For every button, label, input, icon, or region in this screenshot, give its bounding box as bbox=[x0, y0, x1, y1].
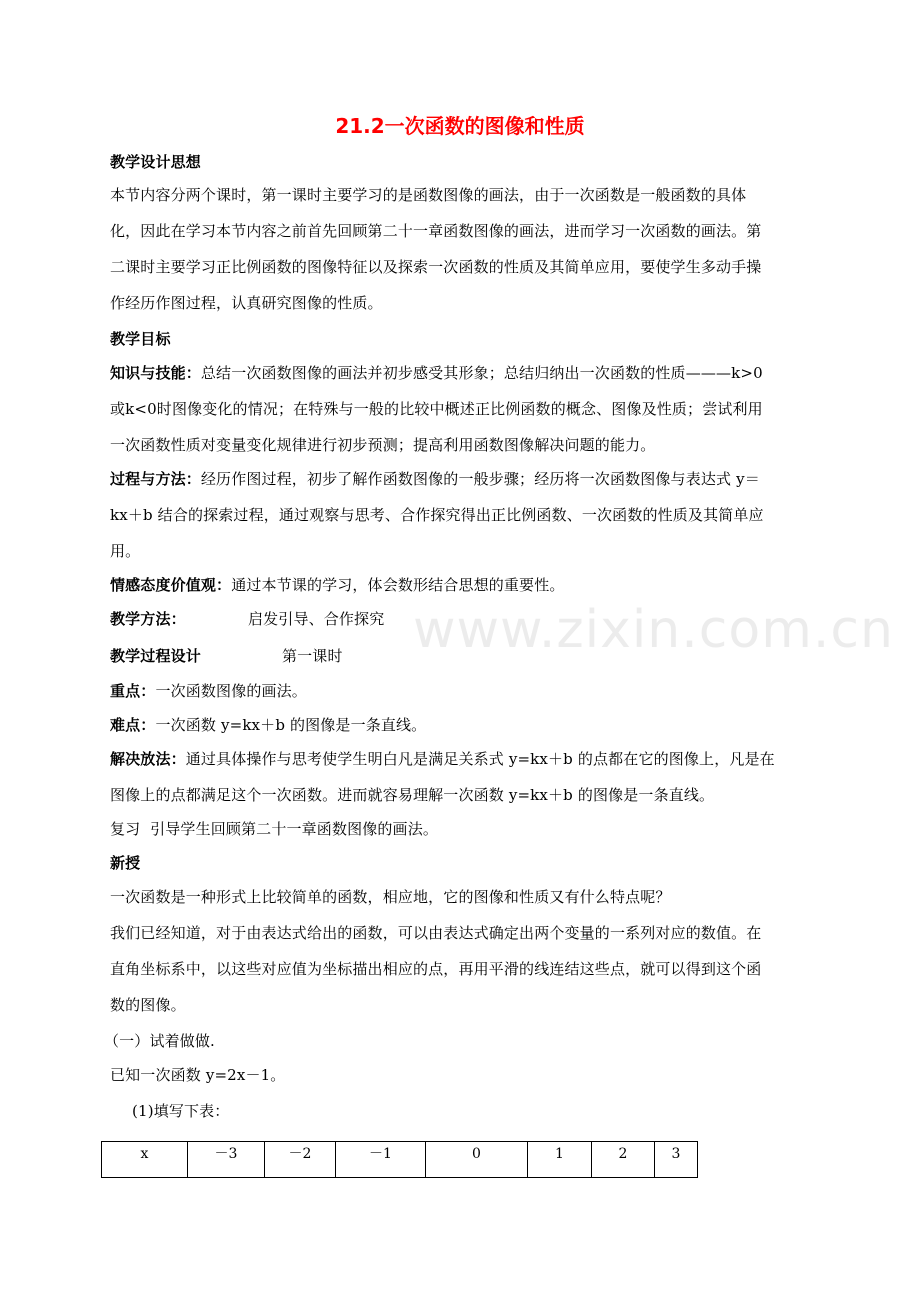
difficulty-text: 一次函数 y=kx＋b 的图像是一条直线。 bbox=[155, 716, 427, 734]
emotion-label: 情感态度价值观： bbox=[110, 576, 232, 594]
difficulty-line bbox=[110, 714, 822, 736]
design-label: 教学过程设计 bbox=[110, 647, 201, 665]
table-cell: 1 bbox=[528, 1142, 592, 1178]
function-line: 已知一次函数 y=2x－1。 bbox=[110, 1066, 286, 1084]
process-line bbox=[110, 468, 822, 490]
paragraph-line: 本节内容分两个课时，第一课时主要学习的是函数图像的画法，由于一次函数是一般函数的具体 bbox=[110, 186, 747, 204]
table-cell: 0 bbox=[426, 1142, 528, 1178]
design-text: 第一课时 bbox=[282, 647, 343, 665]
emotion-text: 通过本节课的学习，体会数形结合思想的重要性。 bbox=[231, 576, 565, 594]
paragraph-line: 作经历作图过程，认真研究图像的性质。 bbox=[110, 294, 383, 312]
page-title: 21.2一次函数的图像和性质 bbox=[335, 114, 585, 138]
paragraph-line: 图像上的点都满足这个一次函数。进而就容易理解一次函数 y=kx＋b 的图像是一条直线。 bbox=[110, 786, 715, 804]
table-cell: －2 bbox=[265, 1142, 336, 1178]
fill-table-line: (1)填写下表： bbox=[132, 1102, 230, 1120]
knowledge-text: 总结一次函数图像的画法并初步感受其形象；总结归纳出一次函数的性质———k>0 bbox=[200, 364, 763, 382]
heading-new-lesson: 新授 bbox=[110, 854, 141, 872]
table-cell: 3 bbox=[655, 1142, 698, 1178]
watermark: www.zixin.com.cn bbox=[413, 600, 894, 660]
paragraph-line: 用。 bbox=[110, 542, 141, 560]
key-label: 重点： bbox=[110, 682, 156, 700]
solution-line bbox=[110, 748, 822, 770]
paragraph-line: 一次函数是一种形式上比较简单的函数，相应地，它的图像和性质又有什么特点呢？ bbox=[110, 888, 671, 906]
paragraph-line: 我们已经知道，对于由表达式给出的函数，可以由表达式确定出两个变量的一系列对应的数值。在 bbox=[110, 924, 762, 942]
try-line: （一）试着做做. bbox=[104, 1032, 215, 1050]
paragraph-line: 数的图像。 bbox=[110, 996, 186, 1014]
method-label: 教学方法： bbox=[110, 610, 186, 628]
design-line bbox=[110, 645, 822, 667]
heading-objectives: 教学目标 bbox=[110, 330, 171, 348]
paragraph-line: kx＋b 结合的探索过程，通过观察与思考、合作探究得出正比例函数、一次函数的性质及其简单应 bbox=[110, 506, 764, 524]
paragraph-line: 二课时主要学习正比例函数的图像特征以及探索一次函数的性质及其简单应用，要使学生多动手操 bbox=[110, 258, 762, 276]
paragraph-line: 或k<0时图像变化的情况；在特殊与一般的比较中概述正比例函数的概念、图像及性质；尝试利用 bbox=[110, 400, 763, 418]
paragraph-line: 化，因此在学习本节内容之前首先回顾第二十一章函数图像的画法，进而学习一次函数的画法。第 bbox=[110, 222, 762, 240]
table-cell: x bbox=[102, 1142, 188, 1178]
process-text: 经历作图过程，初步了解作函数图像的一般步骤；经历将一次函数图像与表达式 y＝ bbox=[200, 470, 760, 488]
heading-design-idea: 教学设计思想 bbox=[110, 153, 201, 171]
knowledge-line bbox=[110, 362, 822, 384]
process-label: 过程与方法： bbox=[110, 470, 201, 488]
paragraph-line: 直角坐标系中，以这些对应值为坐标描出相应的点，再用平滑的线连结这些点，就可以得到这个函 bbox=[110, 960, 762, 978]
table-cell: －1 bbox=[336, 1142, 426, 1178]
review-line: 复习 引导学生回顾第二十一章函数图像的画法。 bbox=[110, 820, 438, 838]
table-cell: －3 bbox=[188, 1142, 265, 1178]
value-table bbox=[101, 1141, 698, 1178]
method-line bbox=[110, 608, 822, 630]
key-line bbox=[110, 680, 822, 702]
table-cell: 2 bbox=[592, 1142, 655, 1178]
key-text: 一次函数图像的画法。 bbox=[155, 682, 307, 700]
solution-text: 通过具体操作与思考使学生明白凡是满足关系式 y=kx＋b 的点都在它的图像上，凡是在 bbox=[185, 750, 775, 768]
difficulty-label: 难点： bbox=[110, 716, 156, 734]
table-row bbox=[102, 1142, 698, 1178]
method-text: 启发引导、合作探究 bbox=[248, 610, 385, 628]
solution-label: 解决放法： bbox=[110, 750, 186, 768]
knowledge-label: 知识与技能： bbox=[110, 364, 201, 382]
emotion-line bbox=[110, 574, 822, 596]
paragraph-line: 一次函数性质对变量变化规律进行初步预测；提高利用函数图像解决问题的能力。 bbox=[110, 436, 656, 454]
